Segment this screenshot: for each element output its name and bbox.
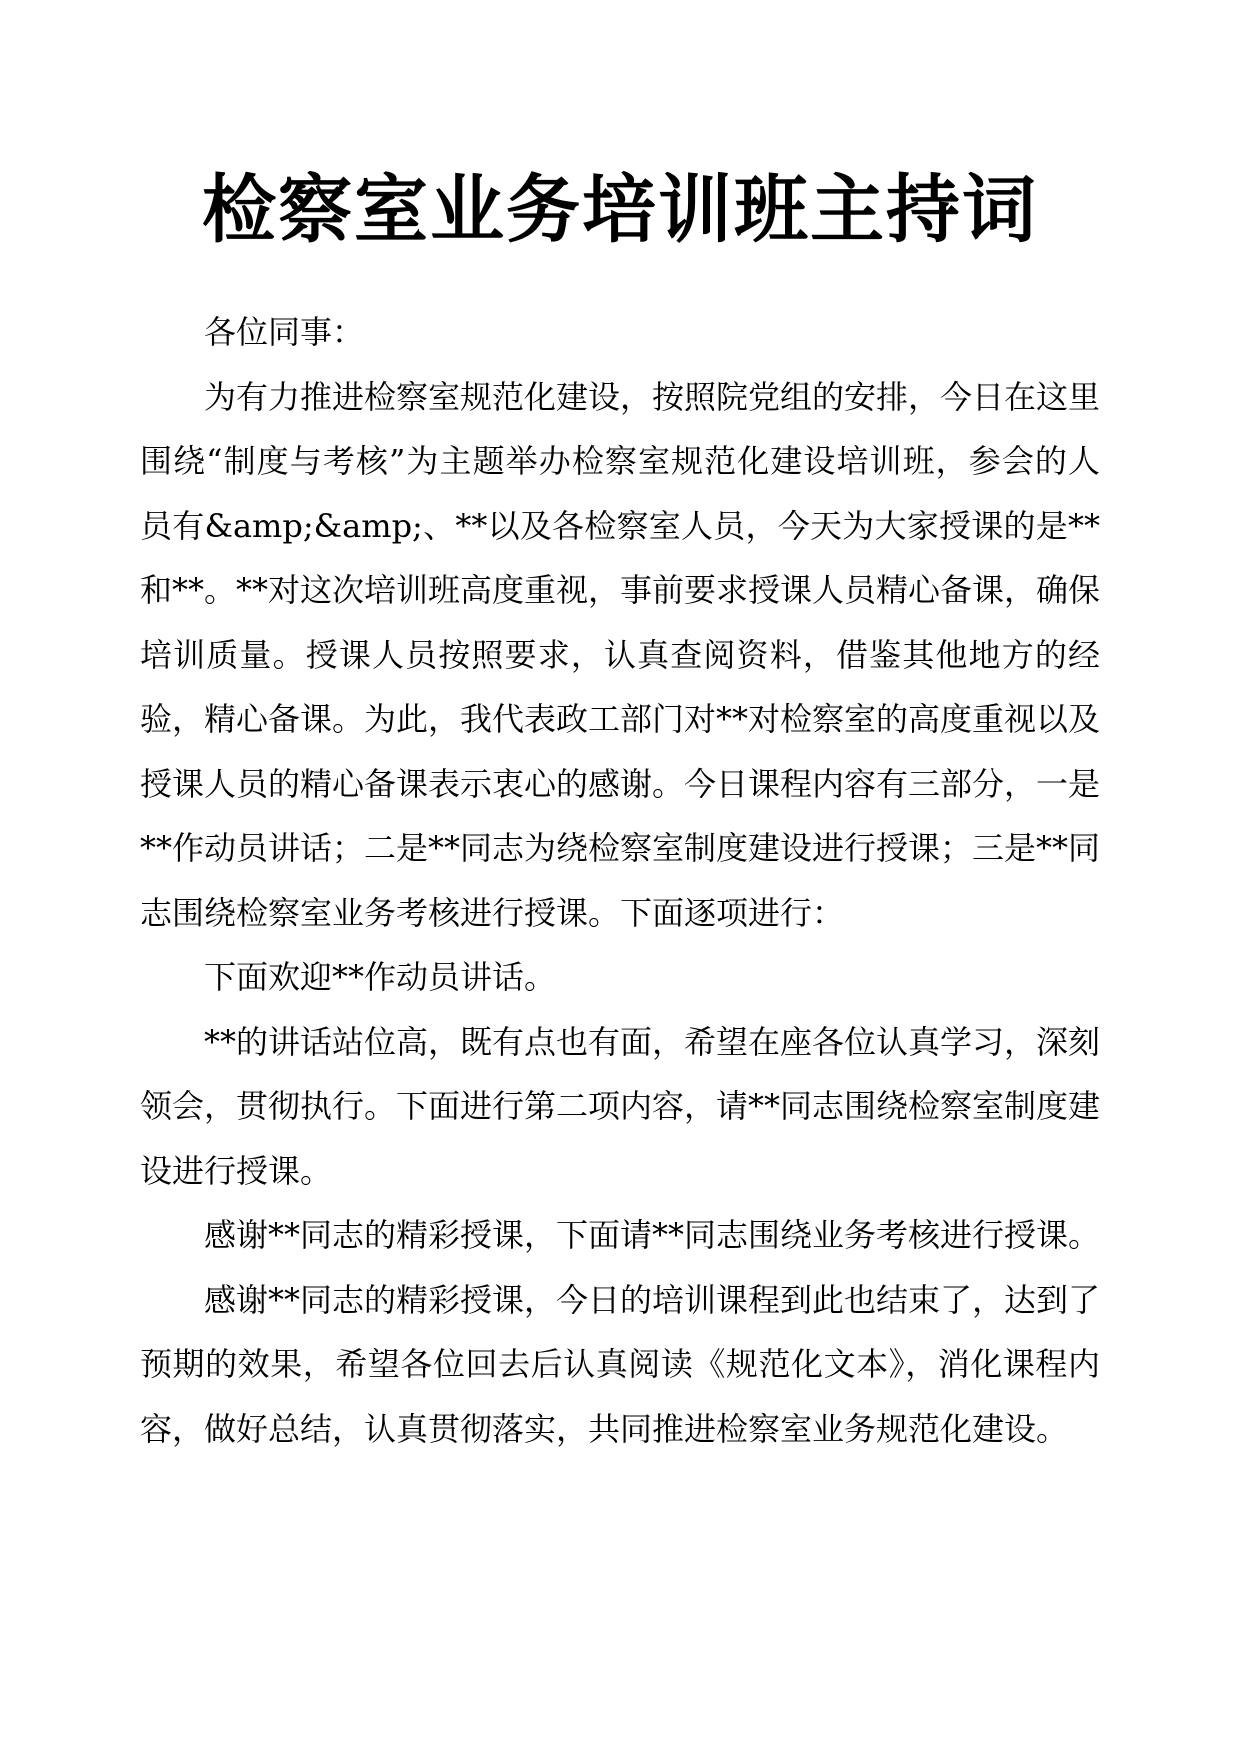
paragraph-second-item: **的讲话站位高，既有点也有面，希望在座各位认真学习，深刻领会，贯彻执行。下面进行第二项内容，请**同志围绕检察室制度建设进行授课。: [140, 1022, 1101, 1190]
paragraph-greeting: 各位同事：: [204, 313, 365, 351]
paragraph-intro: 为有力推进检察室规范化建设，按照院党组的安排，今日在这里围绕“制度与考核”为主题举办检察室规范化建设培训班，参会的人员有&amp;&amp;、**以及各检察室人员，今天为大家授课的是**和**。**对这次培训班高度重视，事前要求授课人员精心备课，确保培训质量。授课人员按照要求，认真查阅资料，借鉴其他地方的经验，精心备课。为此，我代表政工部门对**对检察室的高度重视以及授课人员的精心备课表示衷心的感谢。今日课程内容有三部分，一是**作动员讲话；二是**同志为绕检察室制度建设进行授课；三是**同志围绕检察室业务考核进行授课。下面逐项进行：: [140, 377, 1101, 932]
paragraph-third-item: 感谢**同志的精彩授课，下面请**同志围绕业务考核进行授课。: [204, 1216, 1101, 1254]
document-body: [140, 300, 1100, 1461]
paragraph-closing: 感谢**同志的精彩授课，今日的培训课程到此也结束了，达到了预期的效果，希望各位回去后认真阅读《规范化文本》，消化课程内容，做好总结，认真贯彻落实，共同推进检察室业务规范化建设。: [140, 1280, 1101, 1448]
document-title: 检察室业务培训班主持词: [202, 167, 1038, 253]
paragraph-welcome: 下面欢迎**作动员讲话。: [204, 958, 557, 996]
